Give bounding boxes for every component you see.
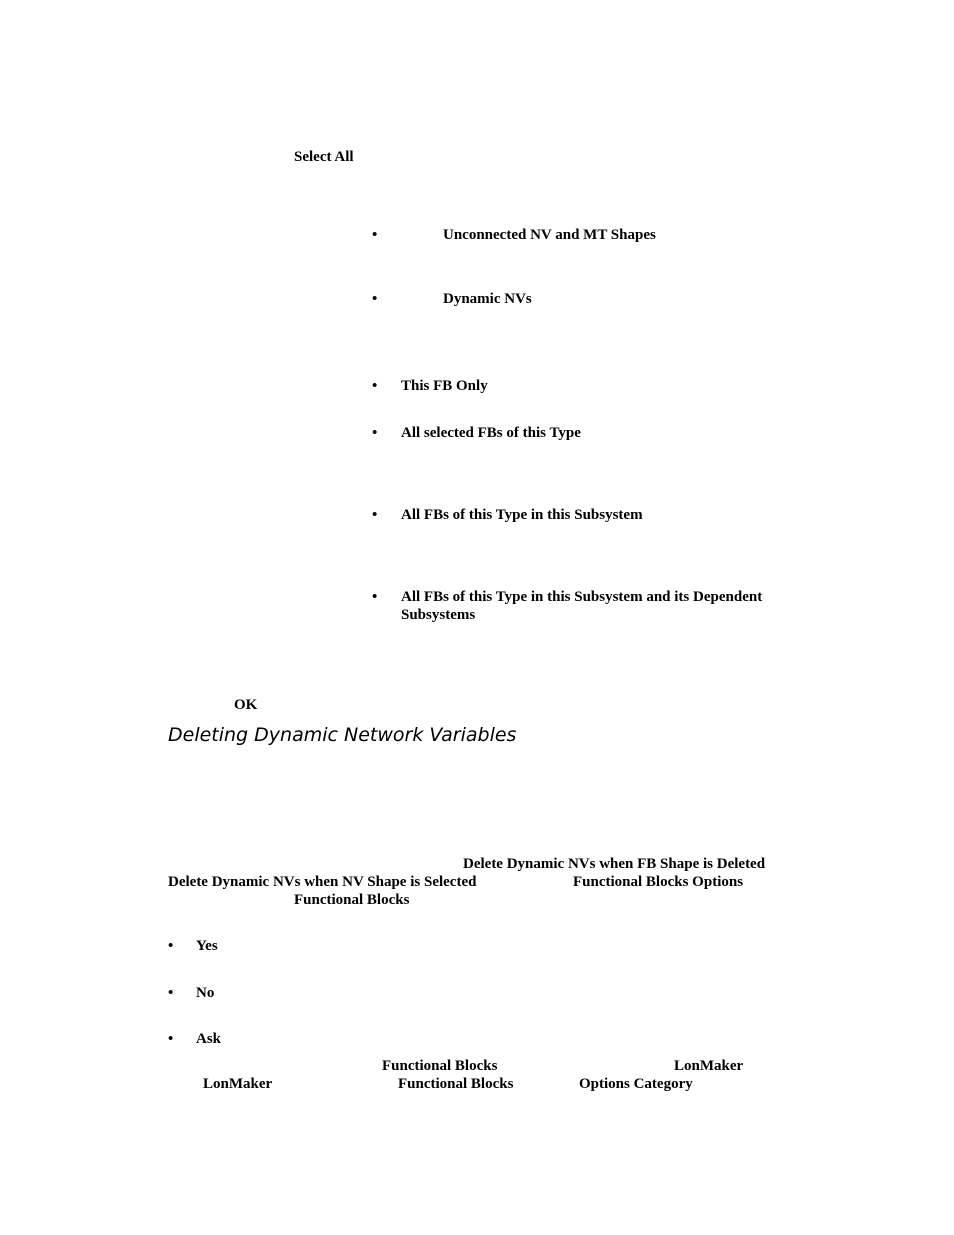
bullet-icon: • <box>168 985 174 1001</box>
choice-yes: Yes <box>196 938 218 954</box>
bullet-icon: • <box>372 589 378 605</box>
list-item-dynamic-nvs: Dynamic NVs <box>443 291 532 307</box>
list-item-all-fbs-subsystem: All FBs of this Type in this Subsystem <box>401 507 643 523</box>
bullet-icon: • <box>168 938 174 954</box>
select-all-label: Select All <box>294 149 354 165</box>
footer-lonmaker: LonMaker <box>674 1058 744 1074</box>
functional-blocks-label: Functional Blocks <box>294 892 410 908</box>
section-heading: Deleting Dynamic Network Variables <box>168 724 517 746</box>
ok-label: OK <box>234 697 258 713</box>
choice-no: No <box>196 985 215 1001</box>
list-item-all-fbs-dependent-cont: Subsystems <box>401 607 476 623</box>
bullet-icon: • <box>372 227 378 243</box>
option-delete-nv-shape: Delete Dynamic NVs when NV Shape is Selected <box>168 874 477 890</box>
list-item-all-fbs-dependent: All FBs of this Type in this Subsystem and its Dependent <box>401 589 763 605</box>
footer-options-category: Options Category <box>579 1076 693 1092</box>
bullet-icon: • <box>372 378 378 394</box>
option-delete-fb-shape: Delete Dynamic NVs when FB Shape is Deleted <box>463 856 766 872</box>
footer-functional-blocks-2: Functional Blocks <box>398 1076 514 1092</box>
list-item-this-fb-only: This FB Only <box>401 378 488 394</box>
footer-lonmaker-2: LonMaker <box>203 1076 273 1092</box>
bullet-icon: • <box>372 507 378 523</box>
bullet-icon: • <box>372 425 378 441</box>
bullet-icon: • <box>168 1031 174 1047</box>
list-item-all-selected-fbs: All selected FBs of this Type <box>401 425 581 441</box>
functional-blocks-options-label: Functional Blocks Options <box>573 874 744 890</box>
list-item-unconnected-shapes: Unconnected NV and MT Shapes <box>443 227 656 243</box>
footer-functional-blocks: Functional Blocks <box>382 1058 498 1074</box>
bullet-icon: • <box>372 291 378 307</box>
choice-ask: Ask <box>196 1031 222 1047</box>
